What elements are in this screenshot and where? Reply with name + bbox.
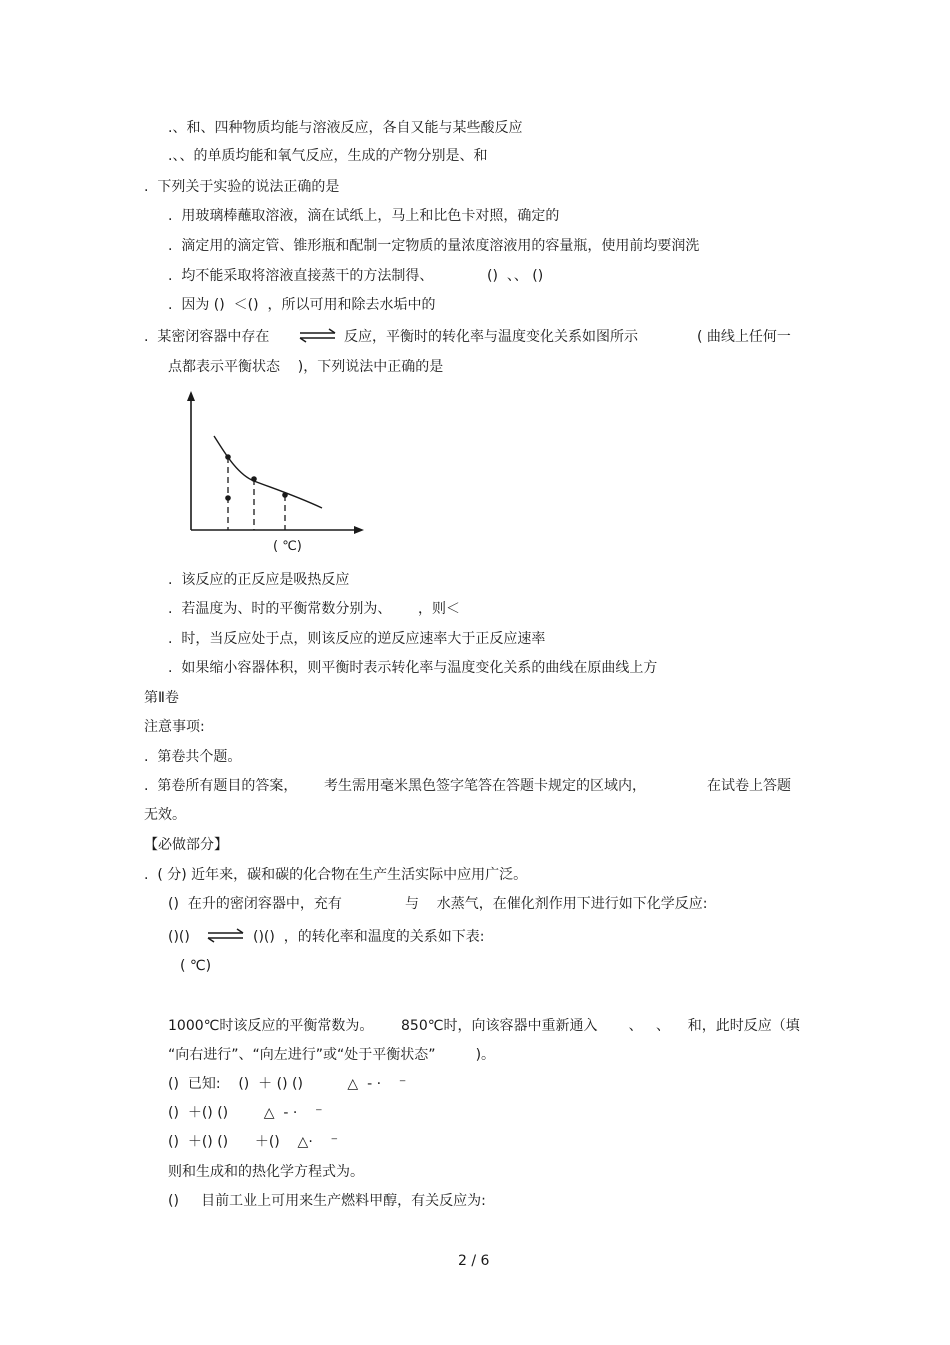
question-equilibrium-cont: 点都表示平衡状态 )，下列说法中正确的是 (168, 359, 444, 375)
problem-line: () 在升的密闭容器中，充有 (168, 896, 342, 912)
thermo-equation: () ＋() () ＋() △· ⁻ (168, 1134, 338, 1150)
option-line: . 时，当反应处于点，则该反应的逆反应速率大于正反应速率 (168, 631, 546, 647)
option-line: . 如果缩小容器体积，则平衡时表示转化率与温度变化关系的曲线在原曲线上方 (168, 660, 658, 676)
text-line: .、、的单质均能和氧气反应，生成的产物分别是、和 (168, 148, 488, 164)
question-experiment: . 下列关于实验的说法正确的是 (144, 179, 340, 195)
reaction-equation-cont: ()() ，的转化率和温度的关系如下表: (253, 929, 485, 945)
notice-item: . 第卷所有题目的答案， (144, 778, 298, 794)
notice-item-cont: 考生需用毫米黑色签字笔答在答题卡规定的区域内， (324, 778, 646, 794)
text-line: .、和、四种物质均能与溶液反应，各自又能与某些酸反应 (168, 120, 523, 136)
notice-item: . 第卷共个题。 (144, 749, 242, 765)
notice-item-cont: 在试卷上答题 (707, 778, 791, 794)
problem-line: . ( 分) 近年来，碳和碳的化合物在生产生活实际中应用广泛。 (144, 867, 528, 883)
option-line: . 该反应的正反应是吸热反应 (168, 572, 350, 588)
x-axis-label: ( ℃) (273, 539, 302, 554)
option-line: . 均不能采取将溶液直接蒸干的方法制得、 (168, 268, 434, 284)
table-header-temperature: ( ℃) (180, 958, 212, 974)
notice-heading: 注意事项: (144, 719, 205, 735)
y-axis-arrow-icon (187, 391, 195, 401)
page-number: 2 / 6 (458, 1253, 490, 1269)
curve-point (225, 454, 231, 460)
question-equilibrium-cont: ( 曲线上任何一 (697, 329, 791, 345)
question-equilibrium: . 某密闭容器中存在 (144, 329, 270, 345)
option-line: . 滴定用的滴定管、锥形瓶和配制一定物质的量浓度溶液用的容量瓶，使用前均要润洗 (168, 238, 700, 254)
problem-line: () 目前工业上可用来生产燃料甲醇，有关反应为: (168, 1193, 486, 1209)
off-curve-point (225, 495, 231, 501)
section-title: 第Ⅱ卷 (144, 690, 179, 706)
conversion-temperature-graph (176, 388, 376, 560)
x-axis-arrow-icon (354, 526, 364, 534)
option-line: . 用玻璃棒蘸取溶液，滴在试纸上，马上和比色卡对照，确定的 (168, 208, 560, 224)
problem-line-cont: 850℃时，向该容器中重新通入 、 、 和，此时反应（填 (401, 1018, 800, 1034)
equilibrium-arrow-icon (298, 328, 338, 344)
reaction-equation: ()() (168, 929, 190, 945)
problem-line-cont: 与 水蒸气，在催化剂作用下进行如下化学反应: (405, 896, 708, 912)
option-line: . 若温度为、时的平衡常数分别为、 ，则＜ (168, 601, 461, 617)
thermo-equation: () ＋() () △ - · ⁻ (168, 1105, 323, 1121)
equilibrium-arrow-icon (206, 928, 246, 944)
question-equilibrium-cont: 反应，平衡时的转化率与温度变化关系如图所示 (344, 329, 638, 345)
problem-line: 1000℃时该反应的平衡常数为。 (168, 1018, 374, 1034)
thermo-equation: () 已知: () ＋ () () △ - · ⁻ (168, 1076, 407, 1092)
problem-line: “向右进行”、“向左进行”或“处于平衡状态” )。 (168, 1047, 496, 1063)
notice-item-cont: 无效。 (144, 807, 186, 823)
curve-point (251, 476, 257, 482)
option-line: . 因为 () ＜() ，所以可用和除去水垢中的 (168, 297, 436, 313)
option-line-cont: () 、、 () (487, 268, 544, 284)
problem-line: 则和生成和的热化学方程式为。 (168, 1164, 364, 1180)
required-heading: 【必做部分】 (144, 837, 228, 853)
curve-point (282, 492, 288, 498)
